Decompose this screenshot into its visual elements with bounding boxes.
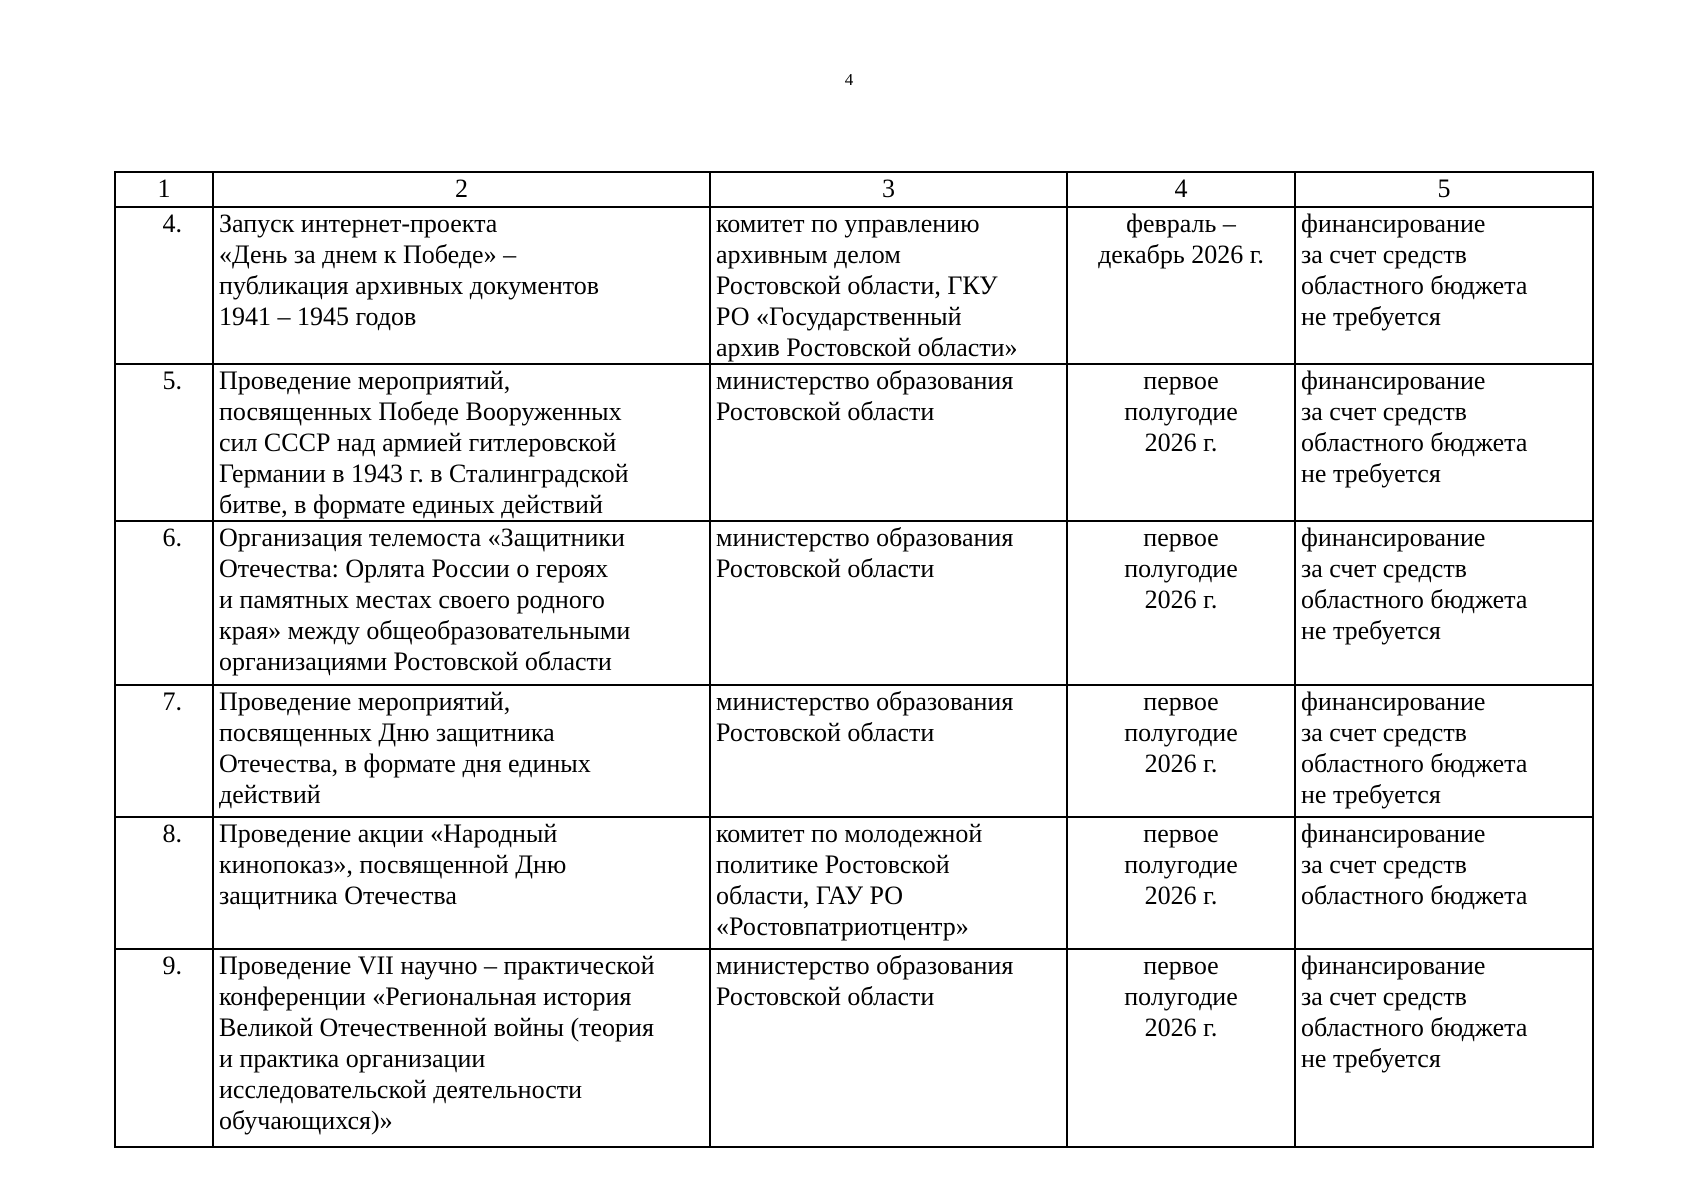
event-line: края» между общеобразовательными <box>219 616 631 645</box>
period-line: 2026 г. <box>1144 428 1218 457</box>
event-cell <box>213 364 710 521</box>
table-row <box>115 364 1593 521</box>
event-line: посвященных Дню защитника <box>219 718 555 747</box>
event-line: исследовательской деятельности <box>219 1075 583 1104</box>
responsible-cell <box>710 364 1067 521</box>
financing-line: финансирование <box>1301 366 1486 395</box>
financing-line: областного бюджета <box>1301 428 1528 457</box>
event-line: Запуск интернет-проекта <box>219 209 498 238</box>
event-line: битве, в формате единых действий <box>219 490 603 519</box>
responsible-line: министерство образования <box>716 951 1014 980</box>
row-number: 8. <box>115 817 213 949</box>
period-line: февраль – <box>1126 209 1236 238</box>
financing-cell <box>1295 685 1593 817</box>
period-cell <box>1067 364 1295 521</box>
event-cell <box>213 207 710 364</box>
financing-line: областного бюджета <box>1301 585 1528 614</box>
responsible-cell <box>710 207 1067 364</box>
event-line: «День за днем к Победе» – <box>219 240 517 269</box>
event-line: Отечества, в формате дня единых <box>219 749 591 778</box>
responsible-line: «Ростовпатриотцентр» <box>716 912 969 941</box>
event-line: действий <box>219 780 321 809</box>
period-line: полугодие <box>1124 397 1238 426</box>
financing-line: за счет средств <box>1301 982 1467 1011</box>
period-cell <box>1067 685 1295 817</box>
event-line: защитника Отечества <box>219 881 457 910</box>
event-cell <box>213 685 710 817</box>
event-line: кинопоказ», посвященной Дню <box>219 850 567 879</box>
event-line: организациями Ростовской области <box>219 647 612 676</box>
period-line: полугодие <box>1124 850 1238 879</box>
page-number: 4 <box>844 70 854 89</box>
financing-line: областного бюджета <box>1301 749 1528 778</box>
responsible-line: комитет по управлению <box>716 209 980 238</box>
financing-cell <box>1295 949 1593 1147</box>
responsible-line: области, ГАУ РО <box>716 881 904 910</box>
responsible-cell <box>710 817 1067 949</box>
financing-line: финансирование <box>1301 687 1486 716</box>
financing-line: не требуется <box>1301 780 1441 809</box>
financing-line: не требуется <box>1301 302 1441 331</box>
period-cell <box>1067 521 1295 685</box>
responsible-line: РО «Государственный <box>716 302 962 331</box>
event-line: сил СССР над армией гитлеровской <box>219 428 617 457</box>
financing-cell <box>1295 521 1593 685</box>
period-cell <box>1067 949 1295 1147</box>
column-header: 3 <box>710 172 1067 207</box>
event-line: публикация архивных документов <box>219 271 600 300</box>
financing-line: не требуется <box>1301 459 1441 488</box>
period-line: первое <box>1143 523 1219 552</box>
financing-cell <box>1295 364 1593 521</box>
event-line: Германии в 1943 г. в Сталинградской <box>219 459 629 488</box>
column-header: 4 <box>1067 172 1295 207</box>
row-number: 5. <box>115 364 213 521</box>
column-header: 5 <box>1295 172 1593 207</box>
period-line: 2026 г. <box>1144 585 1218 614</box>
period-line: первое <box>1143 366 1219 395</box>
row-number: 9. <box>115 949 213 1147</box>
responsible-line: архив Ростовской области» <box>716 333 1018 362</box>
responsible-line: Ростовской области <box>716 554 935 583</box>
events-table <box>114 171 1594 1148</box>
period-cell <box>1067 207 1295 364</box>
responsible-line: Ростовской области, ГКУ <box>716 271 998 300</box>
period-line: первое <box>1143 687 1219 716</box>
responsible-cell <box>710 521 1067 685</box>
event-cell <box>213 949 710 1147</box>
row-number: 7. <box>115 685 213 817</box>
responsible-line: Ростовской области <box>716 397 935 426</box>
responsible-cell <box>710 685 1067 817</box>
period-line: 2026 г. <box>1144 749 1218 778</box>
financing-line: финансирование <box>1301 209 1486 238</box>
table-header-row <box>115 172 1593 207</box>
responsible-line: Ростовской области <box>716 718 935 747</box>
event-line: Проведение мероприятий, <box>219 366 511 395</box>
event-line: Великой Отечественной войны (теория <box>219 1013 654 1042</box>
event-line: и практика организации <box>219 1044 486 1073</box>
period-line: первое <box>1143 951 1219 980</box>
period-line: полугодие <box>1124 718 1238 747</box>
responsible-line: Ростовской области <box>716 982 935 1011</box>
period-line: полугодие <box>1124 982 1238 1011</box>
responsible-cell <box>710 949 1067 1147</box>
table-row <box>115 207 1593 364</box>
event-line: конференции «Региональная история <box>219 982 632 1011</box>
event-line: Отечества: Орлята России о героях <box>219 554 609 583</box>
financing-line: за счет средств <box>1301 397 1467 426</box>
financing-line: областного бюджета <box>1301 271 1528 300</box>
table-row <box>115 521 1593 685</box>
financing-line: не требуется <box>1301 1044 1441 1073</box>
event-line: посвященных Победе Вооруженных <box>219 397 622 426</box>
financing-cell <box>1295 207 1593 364</box>
period-line: полугодие <box>1124 554 1238 583</box>
table-row <box>115 949 1593 1147</box>
financing-line: за счет средств <box>1301 718 1467 747</box>
event-cell <box>213 817 710 949</box>
financing-line: областного бюджета <box>1301 881 1528 910</box>
event-line: Проведение VII научно – практической <box>219 951 655 980</box>
financing-line: финансирование <box>1301 951 1486 980</box>
responsible-line: политике Ростовской <box>716 850 950 879</box>
event-line: Проведение акции «Народный <box>219 819 558 848</box>
financing-cell <box>1295 817 1593 949</box>
event-line: Проведение мероприятий, <box>219 687 511 716</box>
column-header: 1 <box>115 172 213 207</box>
period-line: первое <box>1143 819 1219 848</box>
period-cell <box>1067 817 1295 949</box>
financing-line: финансирование <box>1301 819 1486 848</box>
table-row <box>115 685 1593 817</box>
financing-line: за счет средств <box>1301 850 1467 879</box>
row-number: 6. <box>115 521 213 685</box>
row-number: 4. <box>115 207 213 364</box>
financing-line: не требуется <box>1301 616 1441 645</box>
responsible-line: архивным делом <box>716 240 901 269</box>
event-line: Организация телемоста «Защитники <box>219 523 625 552</box>
period-line: декабрь 2026 г. <box>1098 240 1264 269</box>
period-line: 2026 г. <box>1144 1013 1218 1042</box>
column-header: 2 <box>213 172 710 207</box>
responsible-line: министерство образования <box>716 687 1014 716</box>
event-line: обучающихся)» <box>219 1106 393 1135</box>
period-line: 2026 г. <box>1144 881 1218 910</box>
event-line: и памятных местах своего родного <box>219 585 605 614</box>
event-line: 1941 – 1945 годов <box>219 302 417 331</box>
event-cell <box>213 521 710 685</box>
financing-line: областного бюджета <box>1301 1013 1528 1042</box>
responsible-line: министерство образования <box>716 366 1014 395</box>
responsible-line: министерство образования <box>716 523 1014 552</box>
financing-line: за счет средств <box>1301 240 1467 269</box>
financing-line: за счет средств <box>1301 554 1467 583</box>
table-row <box>115 817 1593 949</box>
financing-line: финансирование <box>1301 523 1486 552</box>
responsible-line: комитет по молодежной <box>716 819 983 848</box>
